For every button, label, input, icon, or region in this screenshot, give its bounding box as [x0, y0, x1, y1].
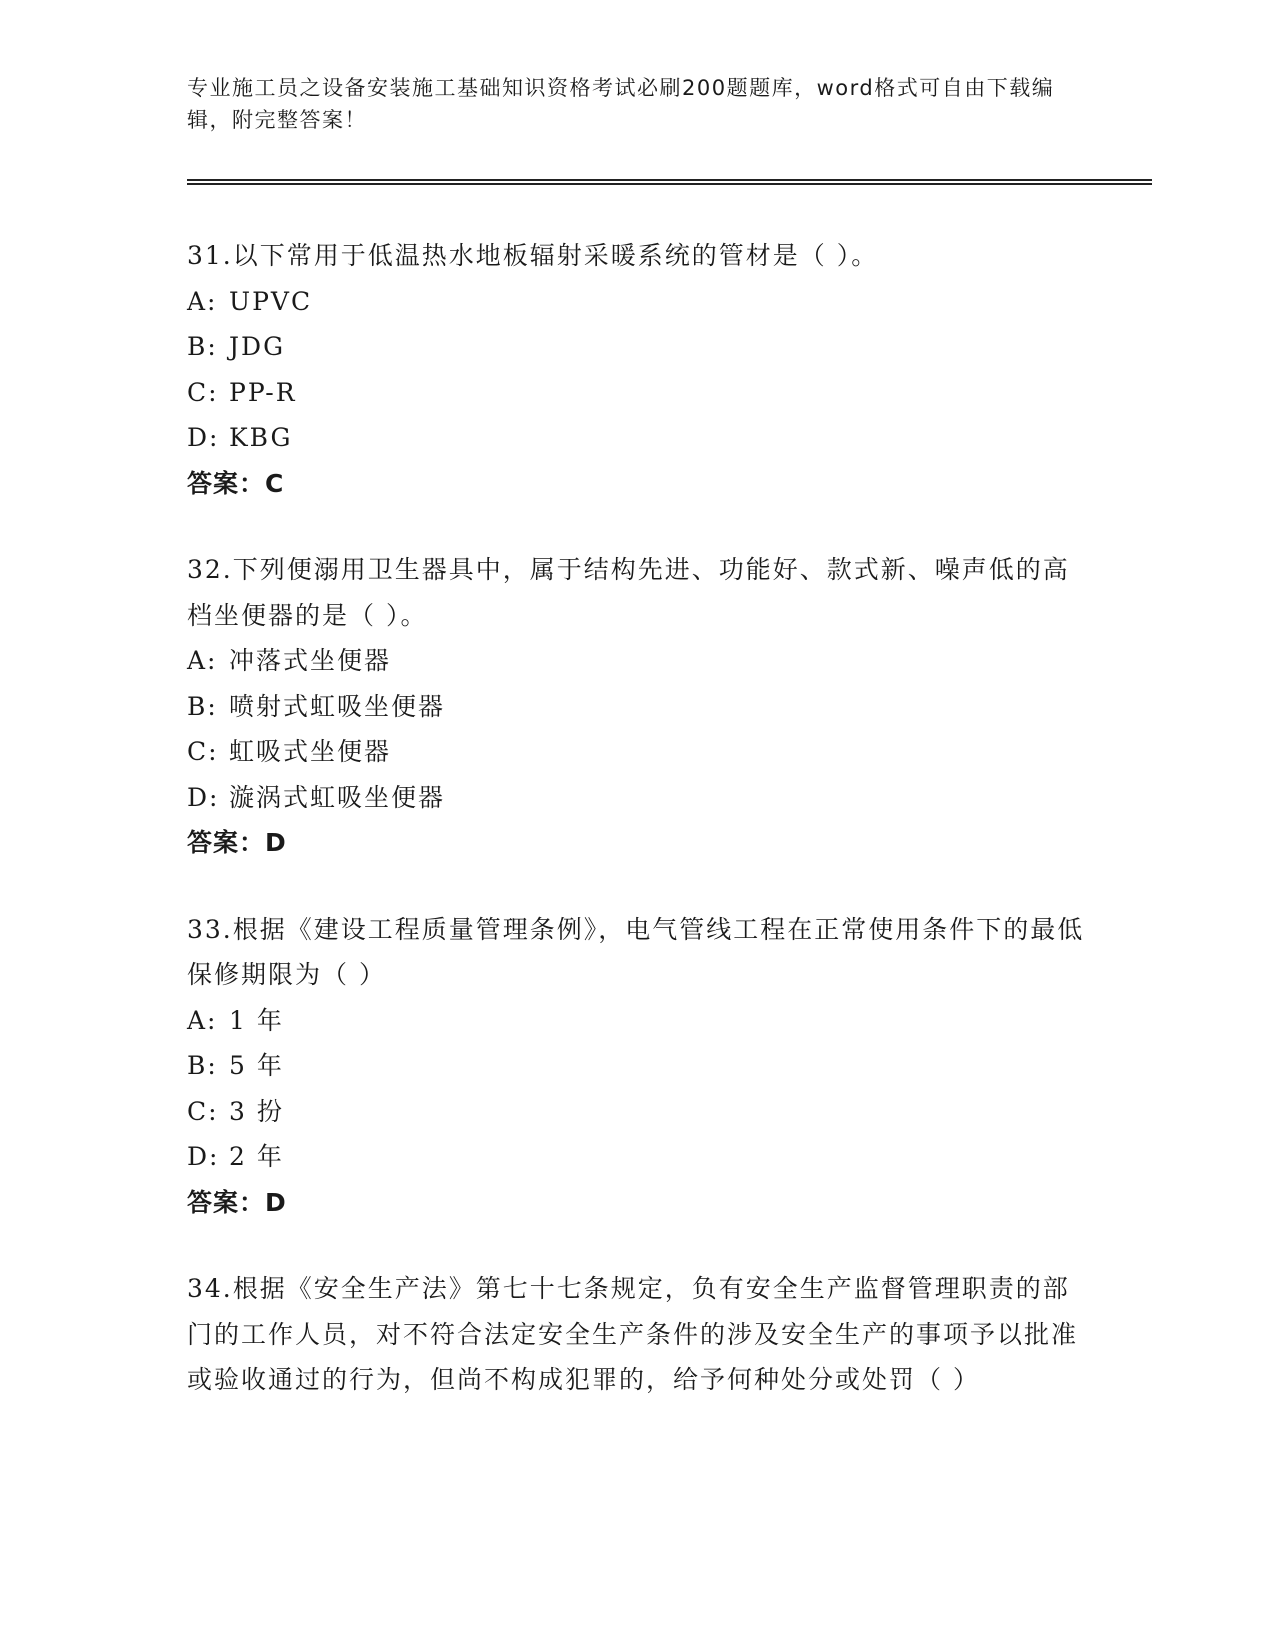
answer: 答案：D [187, 1187, 287, 1217]
question-31 [187, 233, 1087, 506]
question-stem: 31.以下常用于低温热水地板辐射采暖系统的管材是（ ）。 [187, 241, 879, 270]
option-key: D: [187, 782, 220, 812]
option-b [187, 1043, 1087, 1089]
option-key: A: [187, 286, 218, 316]
option-key: C: [187, 377, 219, 407]
answer: 答案：C [187, 468, 285, 498]
question-list [187, 233, 1087, 1444]
question-32 [187, 547, 1087, 866]
option-key: B: [187, 691, 218, 721]
option-text: 冲落式坐便器 [229, 646, 392, 675]
option-d [187, 775, 1087, 821]
option-key: B: [187, 1051, 218, 1080]
option-text: 喷射式虹吸坐便器 [229, 691, 446, 721]
option-text: 3 扮 [229, 1096, 284, 1126]
option-a [187, 998, 1087, 1044]
question-stem: 34.根据《安全生产法》第七十七条规定，负有安全生产监督管理职责的部门的工作人员，对不符合法定安全生产条件的涉及安全生产的事项予以批准或验收通过的行为，但尚不构成犯罪的，给予何种处分或处罚（ ） [187, 1274, 1079, 1394]
document-header [187, 72, 1067, 136]
option-text: 虹吸式坐便器 [229, 737, 392, 766]
option-text: UPVC [229, 286, 313, 316]
question-33 [187, 907, 1087, 1226]
option-text: 1 年 [229, 1005, 284, 1035]
header-rule-top [187, 179, 1152, 181]
option-c [187, 729, 1087, 775]
option-key: C: [187, 1096, 219, 1126]
question-stem: 32.下列便溺用卫生器具中，属于结构先进、功能好、款式新、噪声低的高档坐便器的是（ ）。 [187, 555, 1070, 630]
option-a [187, 638, 1087, 684]
option-text: 漩涡式虹吸坐便器 [229, 782, 446, 812]
option-key: A: [187, 646, 218, 675]
option-d [187, 415, 1087, 461]
answer: 答案：D [187, 828, 287, 857]
option-a [187, 279, 1087, 325]
option-d [187, 1134, 1087, 1180]
option-b [187, 684, 1087, 730]
option-b [187, 324, 1087, 370]
header-rule-bottom [187, 183, 1152, 185]
option-c [187, 370, 1087, 416]
option-text: PP-R [229, 377, 297, 407]
option-key: C: [187, 737, 219, 766]
option-c [187, 1089, 1087, 1135]
option-key: A: [187, 1005, 218, 1035]
option-key: D: [187, 423, 220, 452]
option-text: 5 年 [229, 1051, 284, 1080]
option-text: 2 年 [229, 1142, 284, 1171]
header-title: 专业施工员之设备安装施工基础知识资格考试必刷200题题库，word格式可自由下载编辑，附完整答案！ [187, 76, 1055, 132]
question-34 [187, 1266, 1087, 1403]
option-text: JDG [229, 332, 286, 361]
option-text: KBG [229, 423, 293, 452]
option-key: D: [187, 1142, 220, 1171]
question-stem: 33.根据《建设工程质量管理条例》，电气管线工程在正常使用条件下的最低保修期限为（ ） [187, 914, 1085, 989]
option-key: B: [187, 332, 218, 361]
